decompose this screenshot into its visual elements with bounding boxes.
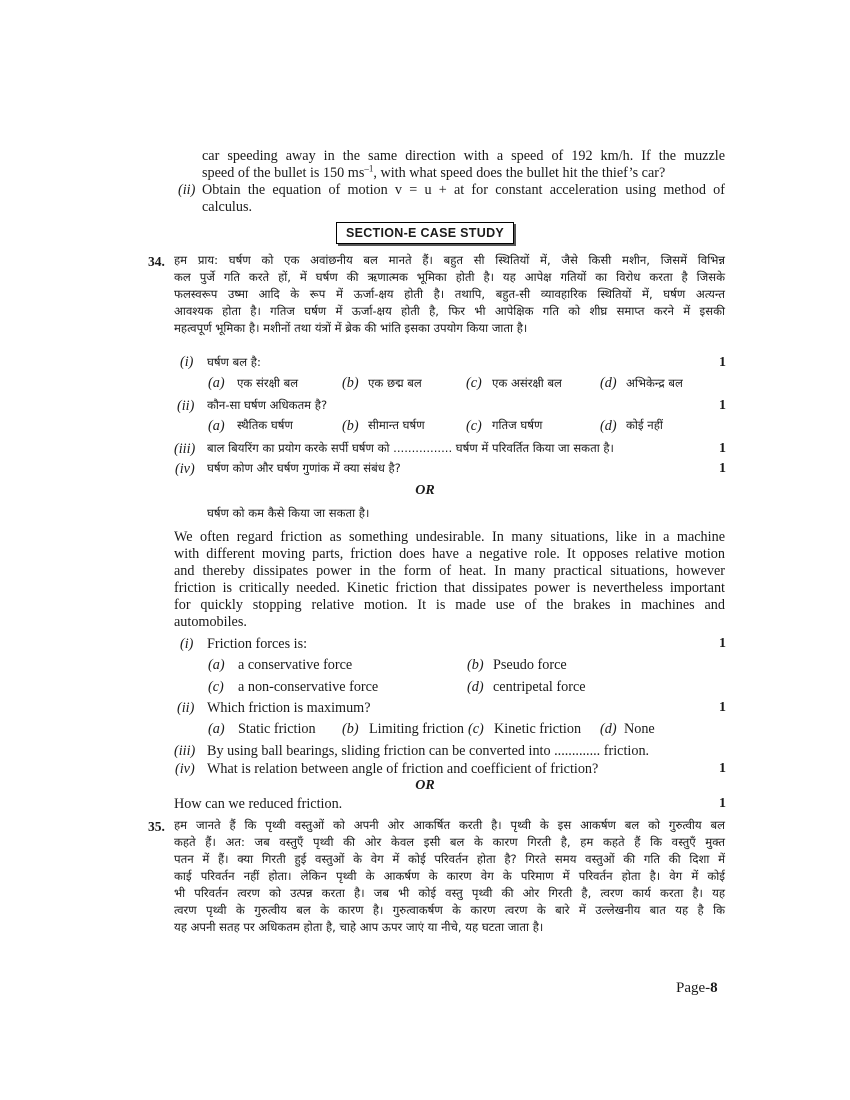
marks: 1 (719, 761, 726, 776)
option-label: (a) (208, 375, 225, 391)
passage-line: आवश्यक होता है। गतिज घर्षण में ऊर्जा-क्षय होती है, फिर भी आपेक्षिक गति को शीघ्र समाप्त करने में इसकी (174, 304, 725, 318)
passage-line: friction is critically needed. Kinetic friction that dissipates power is nevertheless important (174, 580, 725, 596)
equation-of-motion-question (202, 182, 725, 216)
question-line-2: calculus. (202, 199, 253, 215)
or-question-hindi: घर्षण को कम कैसे किया जा सकता है। (207, 506, 370, 520)
option-label: (d) (600, 418, 617, 434)
subquestion-number: (i) (180, 354, 194, 370)
option-label: (d) (467, 679, 484, 695)
marks: 1 (719, 441, 726, 456)
subquestion-number: (iii) (174, 441, 196, 457)
option-text: a conservative force (238, 657, 353, 673)
subquestion-number: (iv) (175, 461, 195, 477)
marks: 1 (719, 355, 726, 370)
passage-line: त्वरण पृथ्वी के गुरुत्वीय बल के कारण है। गुरुत्वाकर्षण के कारण त्वरण के बारे में उल्लेखनीय बात यह है कि (174, 903, 725, 917)
option-text: centripetal force (493, 679, 586, 695)
subquestion-text: घर्षण कोण और घर्षण गुणांक में क्या संबंध है? (207, 461, 401, 475)
or-question-english: How can we reduced friction. (174, 796, 343, 812)
or-separator: OR (415, 483, 435, 498)
option-label: (d) (600, 721, 617, 737)
previous-question-continuation (202, 148, 725, 182)
passage-line: भी परिवर्तन त्वरण को उत्पन्न करता है। जब भी कोई वस्तु पृथ्वी की ओर गिरती है, त्वरण कार्य करता है। यह (174, 886, 725, 900)
option-text: स्थैतिक घर्षण (237, 418, 293, 432)
subquestion-number: (ii) (177, 398, 195, 414)
marks: 1 (719, 636, 726, 651)
continuation-line-2: speed of the bullet is 150 $ms^{-1}$, with what speed does the bullet hit the thief’s car? (202, 163, 666, 181)
subquestion-number: (ii) (178, 182, 196, 198)
option-label: (a) (208, 657, 225, 673)
option-label: (a) (208, 721, 225, 737)
passage-line: यह अपनी सतह पर अधिकतम होता है, चाहे आप ऊपर जाएं या नीचे, यह घटता जाता है। (174, 920, 544, 934)
option-label: (b) (342, 721, 359, 737)
marks: 1 (719, 796, 726, 811)
or-separator: OR (415, 778, 435, 793)
passage-line: and thereby dissipates power in the form of heat. In many practical situations, however (174, 563, 725, 579)
subquestion-number: (i) (180, 636, 194, 652)
subquestion-text: By using ball bearings, sliding friction can be converted into ............. friction. (207, 743, 650, 759)
subquestion-number: (iii) (174, 743, 196, 759)
passage-line: महत्वपूर्ण भूमिका है। मशीनों तथा यंत्रों में ब्रेक की भांति इसका उपयोग किया जाता है। (174, 321, 528, 335)
passage-line: फलस्वरूप उष्मा आदि के रूप में ऊर्जा-क्षय होती है। तथापि, बहुत-सी व्यावहारिक स्थितियों में, घर्षण अत्यन्त (174, 287, 725, 301)
option-label: (d) (600, 375, 617, 391)
subquestion-text: घर्षण बल है: (207, 355, 261, 369)
passage-line: कल पुर्जे गति करते हों, में घर्षण की ऋणात्मक भूमिका होती है। यह आपेक्ष गतियों का विरोध करता है जिसके (174, 270, 725, 284)
option-label: (b) (342, 375, 359, 391)
subquestion-number: (iv) (175, 761, 195, 777)
option-text: सीमान्त घर्षण (368, 418, 425, 432)
passage-line: काई परिवर्तन नहीं होता। लेकिन पृथ्वी के आकर्षण के कारण वेग के परिमाण में परिवर्तन होता है। वेग में कोई (174, 869, 725, 883)
marks: 1 (719, 461, 726, 476)
subquestion-text: कौन-सा घर्षण अधिकतम है? (207, 398, 328, 412)
option-label: (c) (466, 418, 482, 434)
subquestion-text: बाल बियरिंग का प्रयोग करके सर्पी घर्षण को ................ घर्षण में परिवर्तित किया जा सकता है। (207, 441, 614, 455)
marks: 1 (719, 700, 726, 715)
subquestion-number: (ii) (177, 700, 195, 716)
option-label: (c) (208, 679, 224, 695)
page-prefix: Page- (676, 980, 711, 996)
option-label: (b) (342, 418, 359, 434)
passage-line: हम प्राय: घर्षण को एक अवांछनीय बल मानते हैं। बहुत सी स्थितियों में, जैसे किसी मशीन, जिसमें विभिन्न (174, 253, 725, 267)
option-text: Pseudo force (493, 657, 567, 673)
option-text: एक असंरक्षी बल (492, 376, 562, 390)
option-text: None (624, 721, 655, 737)
option-label: (c) (466, 375, 482, 391)
option-text: कोई नहीं (626, 418, 663, 432)
option-text: गतिज घर्षण (492, 418, 543, 432)
section-title-box: SECTION-E CASE STUDY (336, 222, 514, 244)
continuation-line-1: car speeding away in the same direction with a speed of 192 km/h. If the muzzle (202, 148, 725, 164)
page-footer (676, 980, 718, 997)
marks: 1 (719, 398, 726, 413)
option-label: (c) (468, 721, 484, 737)
passage-line: automobiles. (174, 614, 247, 630)
question-number: 35. (148, 819, 165, 834)
passage-line: We often regard friction as something undesirable. In many situations, like in a machine (174, 529, 725, 545)
passage-line: हम जानते हैं कि पृथ्वी वस्तुओं को अपनी ओर आकर्षित करती है। पृथ्वी के इस आकर्षण बल को गुरुत्वीय बल (174, 818, 725, 832)
subquestion-text: Which friction is maximum? (207, 700, 371, 716)
subquestion-text: Friction forces is: (207, 636, 308, 652)
question-line-1: Obtain the equation of motion v = u + at for constant acceleration using method of (202, 182, 725, 198)
english-passage-34 (174, 529, 725, 631)
passage-line: पतन में हैं। क्या गिरती हुई वस्तुओं के वेग में कोई परिवर्तन होता है? गिरते समय वस्तुओं की गति की दिशा में (174, 852, 725, 866)
option-text: a non-conservative force (238, 679, 379, 695)
option-text: एक छद्म बल (368, 376, 422, 390)
option-text: एक संरक्षी बल (237, 376, 299, 390)
passage-line: कहते हैं। अत: जब वस्तुएँ पृथ्वी की ओर केवल इसी बल के कारण गिरती है, हम कहते हैं कि वस्तुएँ मुक्त (174, 835, 725, 849)
question-number: 34. (148, 254, 165, 269)
option-label: (a) (208, 418, 225, 434)
option-text: Limiting friction (369, 721, 464, 737)
option-text: अभिकेन्द्र बल (626, 376, 683, 390)
option-text: Static friction (238, 721, 316, 737)
passage-line: with different moving parts, friction does have a negative role. It opposes relative motion (174, 546, 725, 562)
page-number: 8 (710, 980, 718, 996)
hindi-passage-34 (174, 252, 725, 337)
passage-line: for quickly stopping relative motion. It is made use of the brakes in machines and (174, 597, 725, 613)
option-label: (b) (467, 657, 484, 673)
option-text: Kinetic friction (494, 721, 582, 737)
hindi-passage-35 (174, 817, 725, 936)
subquestion-text: What is relation between angle of friction and coefficient of friction? (207, 761, 599, 777)
